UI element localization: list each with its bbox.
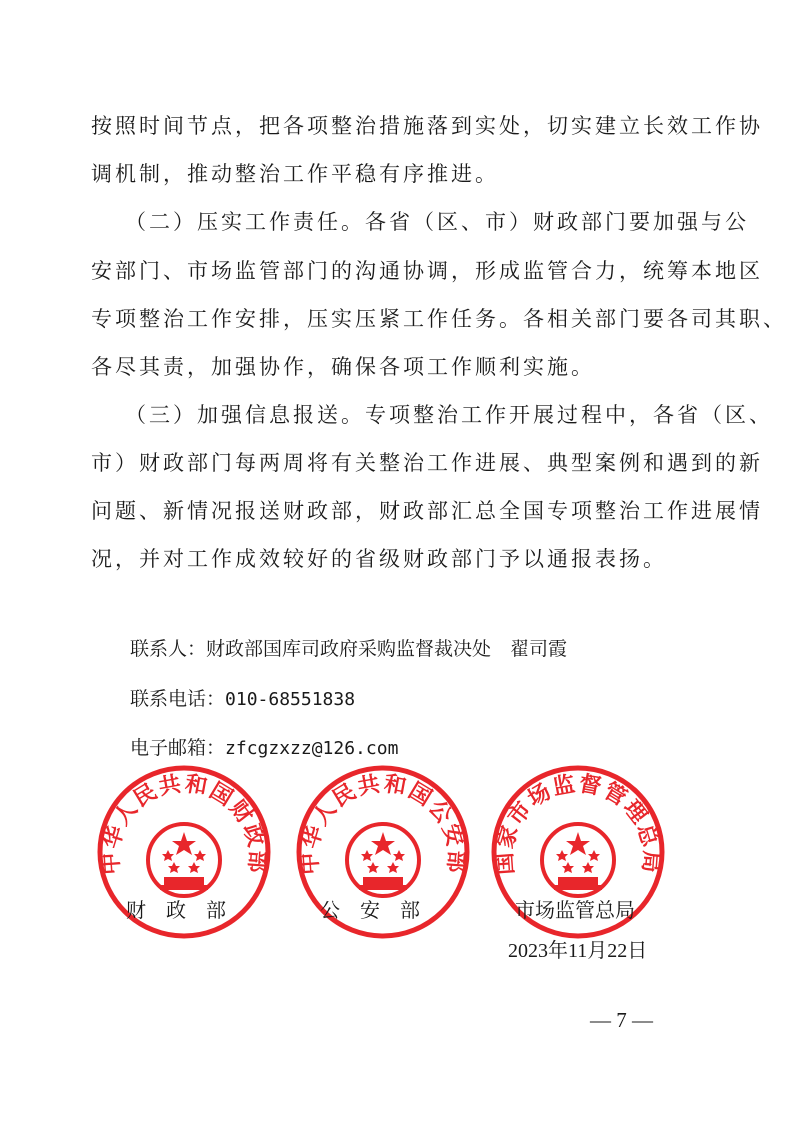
contact-phone-value: 010-68551838 xyxy=(225,689,356,710)
contact-email-label: 电子邮箱： xyxy=(130,737,226,759)
paragraph-line: 况，并对工作成效较好的省级财政部门予以通报表扬。 xyxy=(91,547,667,571)
page-number: — 7 — xyxy=(590,1008,653,1032)
seal1-text: 中华人民共和国财政部 xyxy=(98,771,270,876)
contact-person-value: 财政部国库司政府采购监督裁决处 翟司霞 xyxy=(206,638,568,660)
signature-ministry-of-finance: 财 政 部 xyxy=(126,898,226,922)
contact-person-label: 联系人： xyxy=(130,638,207,660)
paragraph-line: 安部门、市场监管部门的沟通协调，形成监管合力，统筹本地区 xyxy=(91,259,763,283)
signature-ministry-of-public-security: 公 安 部 xyxy=(320,898,420,922)
contact-phone xyxy=(130,684,355,711)
seal2-text: 中华人民共和国公安部 xyxy=(297,771,469,876)
contact-email xyxy=(130,733,398,760)
contact-person xyxy=(130,634,567,661)
paragraph-line: 市）财政部门每两周将有关整治工作进展、典型案例和遇到的新 xyxy=(91,451,763,475)
paragraph-line: 各尽其责，加强协作，确保各项工作顺利实施。 xyxy=(91,355,595,379)
seal3-text: 国家市场监督管理总局 xyxy=(492,771,664,876)
document-date: 2023年11月22日 xyxy=(508,940,648,962)
paragraph-line: 按照时间节点，把各项整治措施落到实处，切实建立长效工作协 xyxy=(91,114,763,138)
contact-email-value: zfcgzxzz@126.com xyxy=(225,738,399,759)
paragraph-line: 专项整治工作安排，压实压紧工作任务。各相关部门要各司其职、 xyxy=(91,307,787,331)
paragraph-line: （三）加强信息报送。专项整治工作开展过程中，各省（区、 xyxy=(125,403,773,427)
paragraph-line: 问题、新情况报送财政部，财政部汇总全国专项整治工作进展情 xyxy=(91,499,763,523)
paragraph-line: （二）压实工作责任。各省（区、市）财政部门要加强与公 xyxy=(125,210,749,234)
signature-market-regulation: 市场监管总局 xyxy=(515,898,635,922)
paragraph-line: 调机制，推动整治工作平稳有序推进。 xyxy=(91,162,499,186)
contact-phone-label: 联系电话： xyxy=(130,688,226,710)
